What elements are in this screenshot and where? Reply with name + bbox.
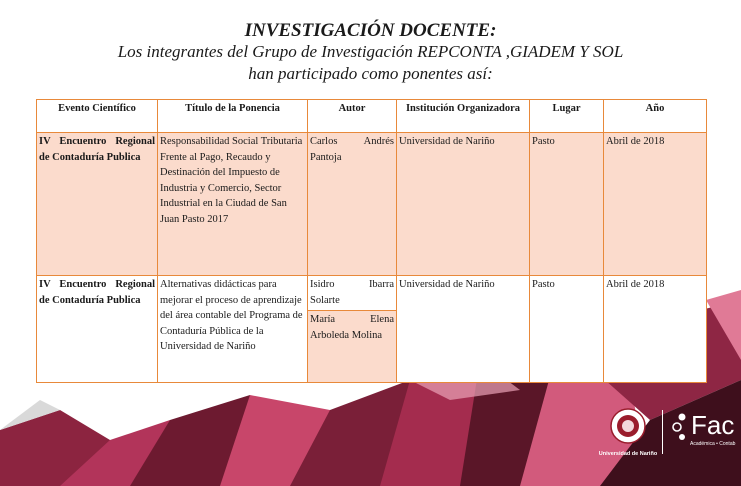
column-header: Institución Organizadora	[397, 100, 530, 133]
evento-line: IV Encuentro Regional	[39, 136, 155, 147]
titulo-cell: Responsabilidad Social Tributaria Frente al Pago, Recaudo y Destinación del Impuesto de Industria y Comercio, Sector Industrial en la Ciudad de San Juan Pasto 2017	[158, 133, 308, 276]
university-logo	[598, 408, 658, 457]
page-subtitle: Los integrantes del Grupo de Investigación REPCONTA ,GIADEM Y SOL	[117, 42, 624, 61]
evento-line: de Contaduría Publica	[39, 151, 141, 163]
column-header: Año	[604, 100, 707, 133]
autor-cell	[308, 276, 397, 383]
table-row	[37, 276, 707, 383]
column-header: Autor	[308, 100, 397, 133]
lugar-cell: Pasto	[530, 276, 604, 383]
autor-block	[308, 276, 396, 311]
autor-line	[310, 312, 394, 328]
fac-logo-subtext: Académica • Contab	[690, 441, 736, 447]
fac-logo-text: Fac	[691, 410, 735, 440]
autor-cell	[308, 133, 397, 276]
anio-cell: Abril de 2018	[604, 276, 707, 383]
page-title: INVESTIGACIÓN DOCENTE:	[244, 20, 497, 41]
autor-line	[310, 277, 394, 293]
university-seal-icon	[610, 408, 646, 444]
autor-block	[308, 311, 396, 382]
ponencias-table	[36, 99, 707, 383]
evento-cell	[37, 276, 158, 383]
column-header: Título de la Ponencia	[158, 100, 308, 133]
autor-name: Andrés	[363, 136, 394, 147]
fac-dots-icon	[670, 411, 690, 441]
table-row	[37, 133, 707, 276]
autor-name: Elena	[370, 314, 394, 325]
lugar-cell: Pasto	[530, 133, 604, 276]
autor-line: Arboleda Molina	[310, 329, 383, 341]
evento-line: IV Encuentro Regional	[39, 279, 155, 290]
logo-divider	[662, 410, 663, 454]
evento-line: de Contaduría Publica	[39, 294, 141, 306]
column-header: Evento Científico	[37, 100, 158, 133]
autor-name: Isidro	[310, 279, 335, 290]
institucion-cell: Universidad de Nariño	[397, 276, 530, 383]
autor-name: María	[310, 314, 336, 325]
anio-cell: Abril de 2018	[604, 133, 707, 276]
autor-line	[310, 134, 394, 150]
evento-cell	[37, 133, 158, 276]
table-header-row	[37, 100, 707, 133]
page-subtitle-line: han participado como ponentes así:	[248, 64, 493, 83]
autor-line: Pantoja	[310, 151, 342, 163]
fac-logo	[670, 410, 741, 447]
autor-name: Carlos	[310, 136, 338, 147]
university-logo-text: Universidad de Nariño	[598, 451, 658, 457]
titulo-cell: Alternativas didácticas para mejorar el proceso de aprendizaje del área contable del Programa de Contaduría Pública de la Universidad de Nariño	[158, 276, 308, 383]
autor-line: Solarte	[310, 294, 340, 306]
column-header: Lugar	[530, 100, 604, 133]
institucion-cell: Universidad de Nariño	[397, 133, 530, 276]
autor-name: Ibarra	[368, 279, 394, 290]
